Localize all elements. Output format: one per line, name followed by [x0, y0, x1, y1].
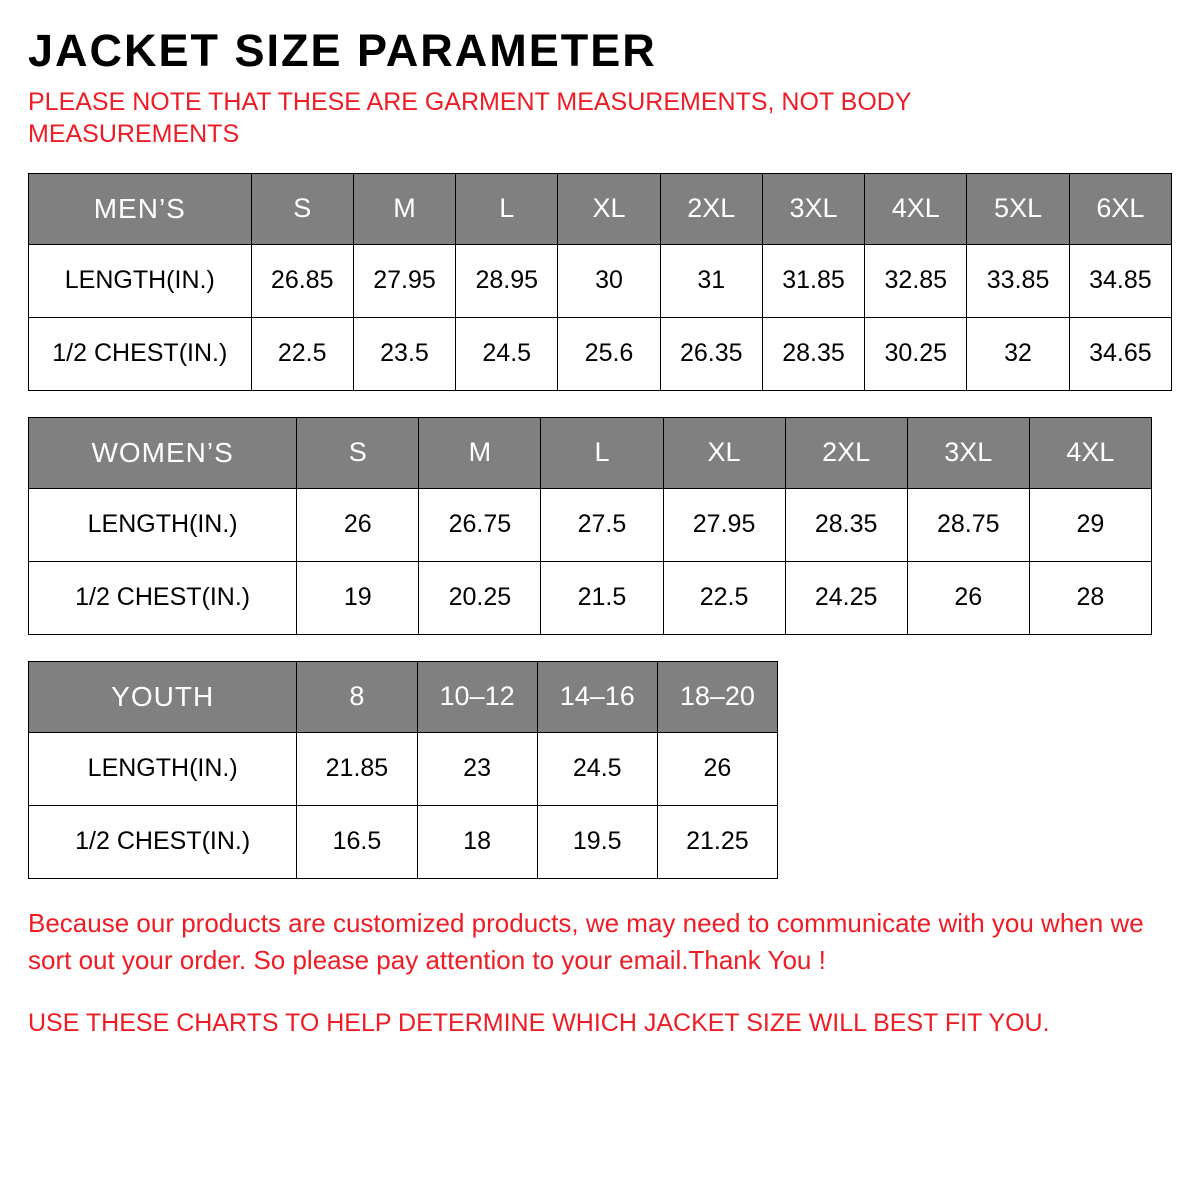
- table-row: [29, 488, 1152, 561]
- size-header: 14–16: [537, 661, 657, 732]
- cell-value: 23: [417, 732, 537, 805]
- cell-value: 32: [967, 317, 1069, 390]
- cell-value: 18: [417, 805, 537, 878]
- cell-value: 26.85: [251, 244, 353, 317]
- cell-value: 34.65: [1069, 317, 1171, 390]
- row-label: 1/2 CHEST(IN.): [29, 561, 297, 634]
- size-header: 2XL: [660, 173, 762, 244]
- row-label: 1/2 CHEST(IN.): [29, 317, 252, 390]
- mens-size-table: [28, 173, 1172, 391]
- size-header: 4XL: [865, 173, 967, 244]
- cell-value: 19.5: [537, 805, 657, 878]
- size-header: S: [251, 173, 353, 244]
- cell-value: 26: [657, 732, 777, 805]
- row-label: LENGTH(IN.): [29, 488, 297, 561]
- cell-value: 22.5: [663, 561, 785, 634]
- cell-value: 19: [297, 561, 419, 634]
- cell-value: 28: [1029, 561, 1151, 634]
- size-header: XL: [558, 173, 660, 244]
- cell-value: 28.35: [785, 488, 907, 561]
- size-header: 3XL: [907, 417, 1029, 488]
- cell-value: 29: [1029, 488, 1151, 561]
- row-label: LENGTH(IN.): [29, 732, 297, 805]
- cell-value: 26.35: [660, 317, 762, 390]
- size-header: L: [541, 417, 663, 488]
- cell-value: 28.75: [907, 488, 1029, 561]
- cell-value: 34.85: [1069, 244, 1171, 317]
- youth-size-table: [28, 661, 778, 879]
- womens-size-table: [28, 417, 1152, 635]
- size-header: 8: [297, 661, 417, 732]
- table-row: [29, 317, 1172, 390]
- table-row: [29, 732, 778, 805]
- cell-value: 23.5: [353, 317, 455, 390]
- table-header-row: [29, 173, 1172, 244]
- size-header: S: [297, 417, 419, 488]
- cell-value: 27.95: [353, 244, 455, 317]
- cell-value: 24.25: [785, 561, 907, 634]
- size-header: 5XL: [967, 173, 1069, 244]
- size-header: XL: [663, 417, 785, 488]
- cell-value: 30.25: [865, 317, 967, 390]
- cell-value: 24.5: [456, 317, 558, 390]
- cell-value: 28.95: [456, 244, 558, 317]
- cell-value: 21.85: [297, 732, 417, 805]
- cell-value: 16.5: [297, 805, 417, 878]
- cell-value: 26.75: [419, 488, 541, 561]
- cell-value: 31: [660, 244, 762, 317]
- size-header: M: [419, 417, 541, 488]
- cell-value: 20.25: [419, 561, 541, 634]
- cell-value: 30: [558, 244, 660, 317]
- size-header: L: [456, 173, 558, 244]
- cell-value: 27.5: [541, 488, 663, 561]
- cell-value: 22.5: [251, 317, 353, 390]
- measurement-note: PLEASE NOTE THAT THESE ARE GARMENT MEASUREMENTS, NOT BODY MEASUREMENTS: [28, 87, 912, 148]
- cell-value: 27.95: [663, 488, 785, 561]
- size-header: 18–20: [657, 661, 777, 732]
- page-title: JACKET SIZE PARAMETER: [28, 25, 657, 76]
- table-header-row: [29, 417, 1152, 488]
- cell-value: 32.85: [865, 244, 967, 317]
- cell-value: 31.85: [762, 244, 864, 317]
- size-header: 3XL: [762, 173, 864, 244]
- size-header: 6XL: [1069, 173, 1171, 244]
- cell-value: 25.6: [558, 317, 660, 390]
- cell-value: 21.5: [541, 561, 663, 634]
- cell-value: 33.85: [967, 244, 1069, 317]
- row-label: 1/2 CHEST(IN.): [29, 805, 297, 878]
- cell-value: 26: [297, 488, 419, 561]
- customization-note: Because our products are customized products, we may need to communicate with you when we sort out your order. So please pay attention to your email.Thank You !: [28, 907, 1144, 976]
- table-row: [29, 244, 1172, 317]
- cell-value: 28.35: [762, 317, 864, 390]
- size-header: 4XL: [1029, 417, 1151, 488]
- table-header-row: [29, 661, 778, 732]
- cell-value: 21.25: [657, 805, 777, 878]
- size-header: 10–12: [417, 661, 537, 732]
- cell-value: 26: [907, 561, 1029, 634]
- category-label: MEN’S: [29, 173, 252, 244]
- cell-value: 24.5: [537, 732, 657, 805]
- size-header: M: [353, 173, 455, 244]
- table-row: [29, 805, 778, 878]
- category-label: YOUTH: [29, 661, 297, 732]
- row-label: LENGTH(IN.): [29, 244, 252, 317]
- size-header: 2XL: [785, 417, 907, 488]
- category-label: WOMEN’S: [29, 417, 297, 488]
- chart-usage-note: USE THESE CHARTS TO HELP DETERMINE WHICH JACKET SIZE WILL BEST FIT YOU.: [28, 1008, 1050, 1037]
- table-row: [29, 561, 1152, 634]
